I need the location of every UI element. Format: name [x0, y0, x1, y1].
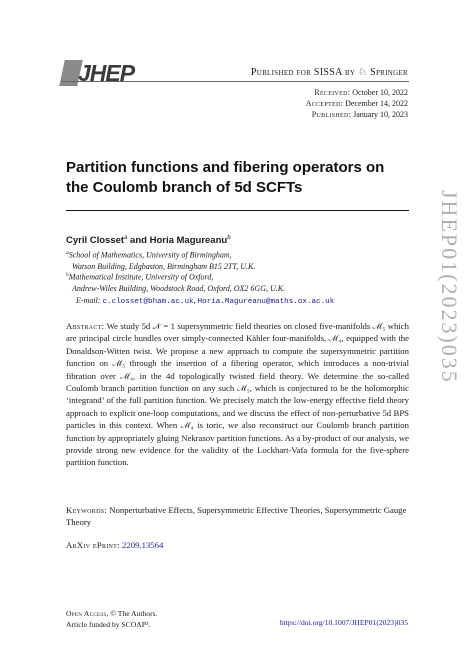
abstract [66, 320, 409, 469]
sidebar-code: JHEP01(2023)035 [437, 190, 462, 384]
author-name: Horia Magureanu [149, 235, 228, 247]
arxiv-label: ArXiv ePrint: [66, 540, 120, 550]
affiliation-a: $^a$School of Mathematics, University of Birmingham, Watson Building, Edgbaston, Birmingham B15 2TT, U.K. [66, 250, 256, 271]
jhep-logo [62, 60, 142, 86]
received-date: Received: October 10, 2022 [314, 88, 408, 97]
doi-link[interactable]: https://doi.org/10.1007/JHEP01(2023)035 [279, 618, 408, 627]
header-rule [62, 81, 409, 82]
email-link[interactable]: Horia.Magureanu@maths.ox.ac.uk [197, 298, 335, 306]
publication-dates [306, 87, 408, 120]
keywords-label: Keywords: [66, 505, 108, 515]
paper-title: Partition functions and fibering operators on the Coulomb branch of 5d SCFTs [66, 159, 385, 196]
title-rule [66, 210, 409, 211]
arxiv-line [66, 540, 163, 550]
accepted-date: Accepted: December 14, 2022 [305, 99, 408, 108]
affiliation-b: $^b$Mathematical Institute, University of Oxford, Andrew-Wiles Building, Woodstock Road, Oxford, OX2 6GG, U.K. [66, 272, 286, 293]
footer-license: Open Access, © The Authors. Article funded by SCOAP³. [66, 609, 158, 629]
publisher-line [251, 67, 408, 78]
keywords [66, 504, 409, 529]
abstract-label: Abstract: [66, 321, 105, 331]
publisher-name: Springer [370, 67, 408, 78]
author-name: Cyril Closset [66, 235, 125, 247]
springer-icon: ♘ [358, 67, 368, 78]
published-label: Published for SISSA by [250, 67, 356, 78]
published-date: Published: January 10, 2023 [311, 110, 408, 119]
arxiv-link[interactable]: 2209.13564 [122, 540, 164, 550]
email-link[interactable]: c.closset@bham.ac.uk [102, 298, 194, 306]
logo-text: JHEP [78, 60, 135, 86]
keywords-text: Nonperturbative Effects, Supersymmetric Effective Theories, Supersymmetric Gauge Theory [66, 505, 407, 528]
author-list: Cyril Closset$^a$ and Horia Magureanu$^b$ [66, 235, 231, 247]
abstract-text: We study 5d 𝒩 = 1 supersymmetric field theories on closed five-manifolds ℳ₅ which are principal circle bundles over simply-connected Kähler four-manifolds, ℳ₄, equipped with the Donaldson-Witten twist. We propose a new approach to compute the supersymmetric partition function on ℳ₅ through the insertion of a fibering operator, which introduces a non-trivial fibration over ℳ₄, in the 4d topologically twisted field theory. We determine the so-called Coulomb branch partition function on any such ℳ₅, which is conjectured to be the holomorphic ‘integrand’ of the full partition function. We precisely match the low-energy effective field theory approach to explicit one-loop computations, and we discuss the effect of non-perturbative 5d BPS particles in this context. When ℳ₄ is toric, we also reconstruct our Coulomb branch partition function by appropriately gluing Nekrasov partition functions. As a by-product of our analysis, we provide strong new evidence for the validity of the Lockhart-Vafa formula for the five-sphere partition function. [66, 321, 409, 468]
email-line: E-mail: c.closset@bham.ac.uk, Horia.Magureanu@maths.ox.ac.uk [76, 296, 335, 306]
